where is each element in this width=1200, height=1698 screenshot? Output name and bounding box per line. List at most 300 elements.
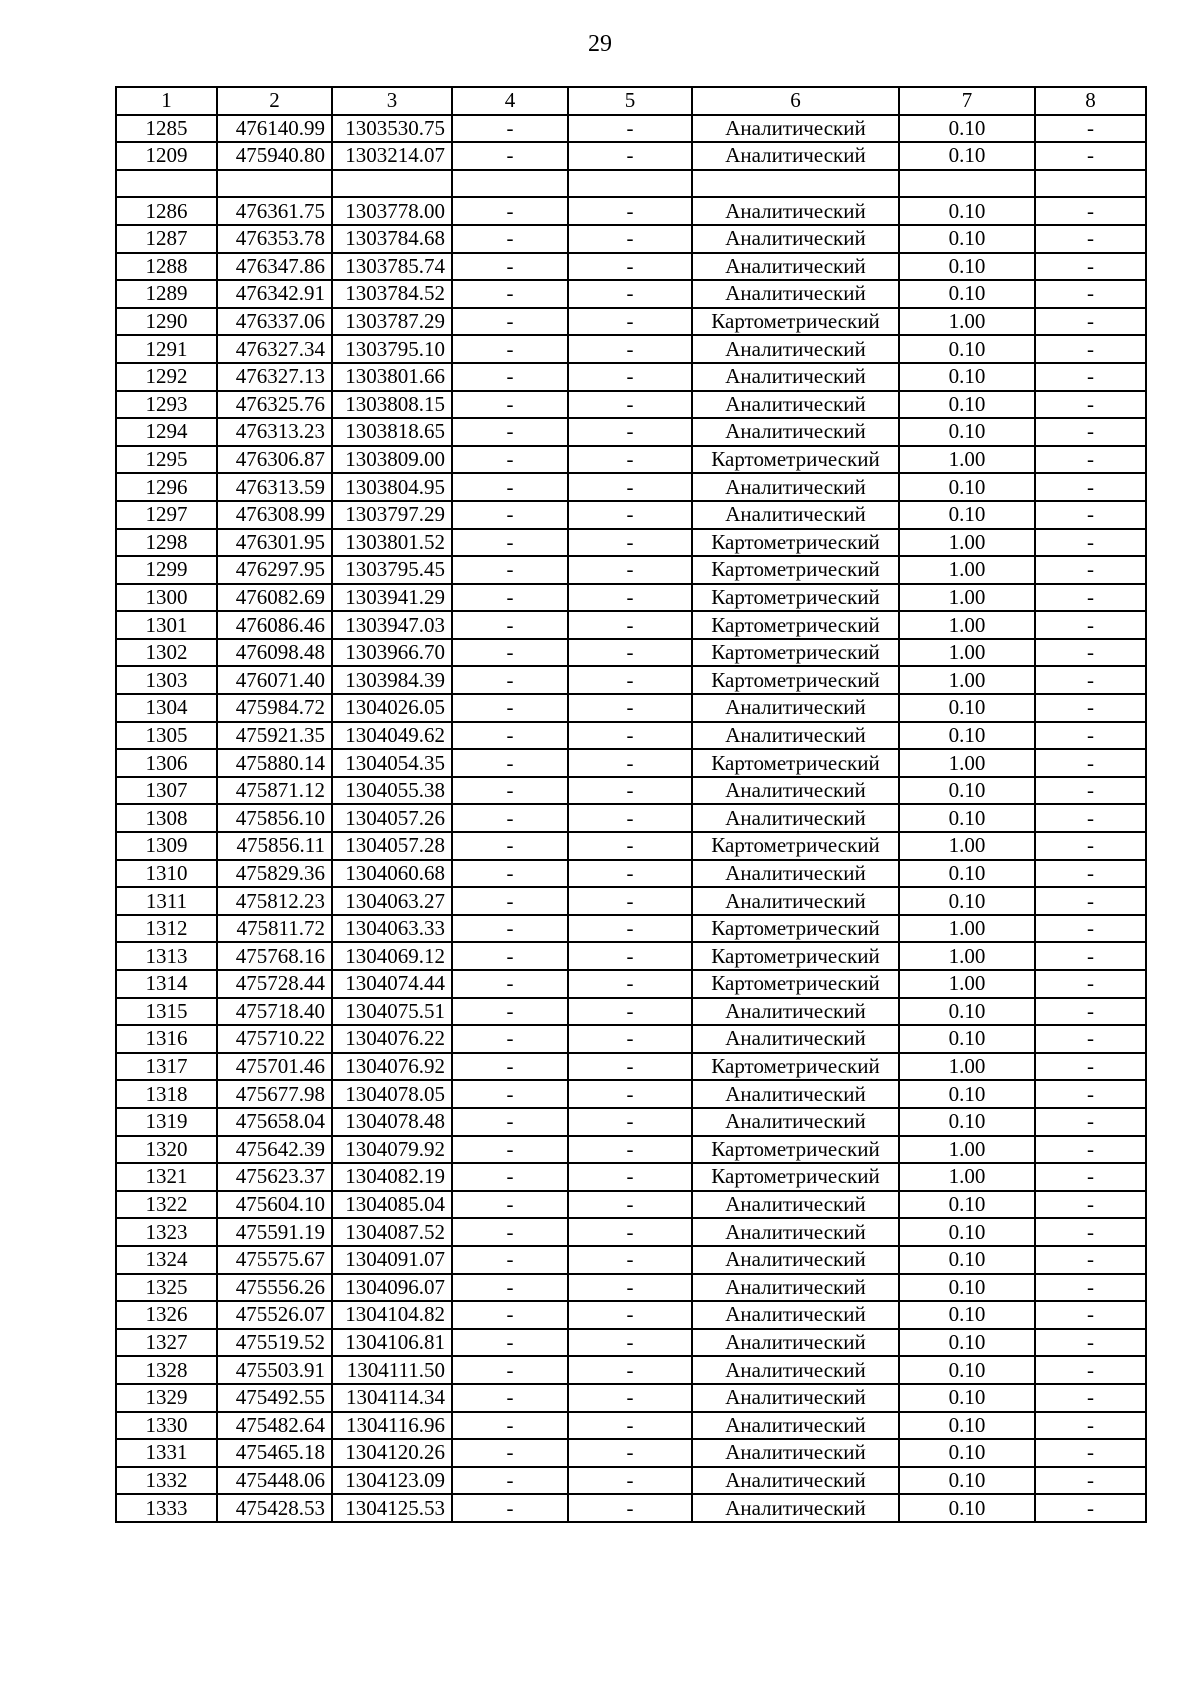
cell-y-coordinate: 1303808.15 <box>332 391 452 419</box>
cell-method <box>692 170 899 198</box>
cell-col-8: - <box>1035 887 1146 915</box>
cell-point-number: 1296 <box>116 473 217 501</box>
table-row <box>116 142 1146 170</box>
cell-col-5: - <box>568 1025 692 1053</box>
table-row <box>116 446 1146 474</box>
cell-accuracy: 0.10 <box>899 1329 1035 1357</box>
cell-accuracy: 0.10 <box>899 1467 1035 1495</box>
cell-y-coordinate: 1304085.04 <box>332 1191 452 1219</box>
cell-col-5: - <box>568 253 692 281</box>
cell-y-coordinate: 1304106.81 <box>332 1329 452 1357</box>
cell-y-coordinate: 1304055.38 <box>332 777 452 805</box>
table-row <box>116 1080 1146 1108</box>
cell-method: Аналитический <box>692 197 899 225</box>
cell-point-number: 1328 <box>116 1356 217 1384</box>
cell-point-number: 1323 <box>116 1218 217 1246</box>
table-row <box>116 832 1146 860</box>
cell-col-4: - <box>452 584 568 612</box>
coordinates-table <box>115 86 1147 1523</box>
cell-col-4: - <box>452 1329 568 1357</box>
cell-col-4: - <box>452 942 568 970</box>
cell-point-number: 1289 <box>116 280 217 308</box>
cell-accuracy: 0.10 <box>899 694 1035 722</box>
column-header-3: 3 <box>332 87 452 115</box>
cell-point-number: 1294 <box>116 418 217 446</box>
cell-point-number: 1314 <box>116 970 217 998</box>
cell-accuracy: 1.00 <box>899 529 1035 557</box>
cell-point-number: 1325 <box>116 1274 217 1302</box>
cell-col-4: - <box>452 529 568 557</box>
table-row <box>116 639 1146 667</box>
table-row <box>116 418 1146 446</box>
cell-y-coordinate: 1304026.05 <box>332 694 452 722</box>
table-row <box>116 942 1146 970</box>
cell-col-8: - <box>1035 418 1146 446</box>
cell-x-coordinate: 475940.80 <box>217 142 332 170</box>
cell-accuracy: 0.10 <box>899 418 1035 446</box>
cell-col-8: - <box>1035 391 1146 419</box>
table-row <box>116 1108 1146 1136</box>
table-row <box>116 1384 1146 1412</box>
cell-point-number: 1302 <box>116 639 217 667</box>
cell-col-5: - <box>568 418 692 446</box>
cell-col-8: - <box>1035 584 1146 612</box>
cell-accuracy: 0.10 <box>899 1412 1035 1440</box>
cell-y-coordinate: 1304063.33 <box>332 915 452 943</box>
cell-y-coordinate: 1304057.26 <box>332 804 452 832</box>
cell-col-8: - <box>1035 1163 1146 1191</box>
cell-accuracy: 0.10 <box>899 860 1035 888</box>
cell-col-8: - <box>1035 1439 1146 1467</box>
table-row <box>116 529 1146 557</box>
cell-y-coordinate: 1304104.82 <box>332 1301 452 1329</box>
table-row <box>116 611 1146 639</box>
cell-method: Аналитический <box>692 1356 899 1384</box>
cell-y-coordinate: 1304120.26 <box>332 1439 452 1467</box>
cell-accuracy: 0.10 <box>899 1494 1035 1522</box>
cell-accuracy: 0.10 <box>899 998 1035 1026</box>
column-header-2: 2 <box>217 87 332 115</box>
table-row <box>116 556 1146 584</box>
cell-point-number: 1304 <box>116 694 217 722</box>
cell-x-coordinate: 476297.95 <box>217 556 332 584</box>
cell-method: Аналитический <box>692 1412 899 1440</box>
cell-point-number: 1306 <box>116 749 217 777</box>
cell-method: Картометрический <box>692 308 899 336</box>
cell-x-coordinate: 476086.46 <box>217 611 332 639</box>
cell-y-coordinate: 1303530.75 <box>332 115 452 143</box>
cell-method: Аналитический <box>692 1191 899 1219</box>
table-row <box>116 115 1146 143</box>
cell-col-5: - <box>568 639 692 667</box>
cell-col-4: - <box>452 1274 568 1302</box>
cell-accuracy: 0.10 <box>899 1301 1035 1329</box>
cell-col-4: - <box>452 887 568 915</box>
cell-point-number: 1297 <box>116 501 217 529</box>
cell-accuracy: 0.10 <box>899 722 1035 750</box>
cell-x-coordinate: 475856.10 <box>217 804 332 832</box>
table-row <box>116 1025 1146 1053</box>
cell-x-coordinate: 476308.99 <box>217 501 332 529</box>
cell-col-8: - <box>1035 446 1146 474</box>
cell-col-5: - <box>568 584 692 612</box>
cell-method: Картометрический <box>692 446 899 474</box>
cell-y-coordinate: 1304096.07 <box>332 1274 452 1302</box>
cell-col-4: - <box>452 915 568 943</box>
cell-col-4: - <box>452 1163 568 1191</box>
table-row <box>116 1191 1146 1219</box>
table-row <box>116 280 1146 308</box>
cell-accuracy: 1.00 <box>899 749 1035 777</box>
cell-point-number: 1307 <box>116 777 217 805</box>
cell-y-coordinate: 1304116.96 <box>332 1412 452 1440</box>
cell-method: Аналитический <box>692 722 899 750</box>
cell-method: Аналитический <box>692 860 899 888</box>
cell-point-number: 1326 <box>116 1301 217 1329</box>
cell-col-5: - <box>568 1108 692 1136</box>
table-row <box>116 473 1146 501</box>
cell-y-coordinate: 1303214.07 <box>332 142 452 170</box>
cell-x-coordinate: 475556.26 <box>217 1274 332 1302</box>
cell-y-coordinate: 1304069.12 <box>332 942 452 970</box>
cell-accuracy <box>899 170 1035 198</box>
cell-method: Картометрический <box>692 611 899 639</box>
cell-x-coordinate: 475728.44 <box>217 970 332 998</box>
cell-accuracy: 0.10 <box>899 804 1035 832</box>
cell-col-5: - <box>568 308 692 336</box>
cell-accuracy: 1.00 <box>899 942 1035 970</box>
cell-method: Аналитический <box>692 142 899 170</box>
column-header-6: 6 <box>692 87 899 115</box>
cell-y-coordinate: 1304082.19 <box>332 1163 452 1191</box>
table-row <box>116 722 1146 750</box>
cell-col-4: - <box>452 1025 568 1053</box>
cell-point-number: 1322 <box>116 1191 217 1219</box>
cell-accuracy: 1.00 <box>899 915 1035 943</box>
cell-col-8: - <box>1035 1191 1146 1219</box>
cell-point-number: 1329 <box>116 1384 217 1412</box>
cell-col-4: - <box>452 722 568 750</box>
cell-y-coordinate: 1303785.74 <box>332 253 452 281</box>
cell-accuracy: 0.10 <box>899 280 1035 308</box>
cell-point-number: 1319 <box>116 1108 217 1136</box>
cell-accuracy: 0.10 <box>899 197 1035 225</box>
cell-point-number: 1209 <box>116 142 217 170</box>
cell-y-coordinate: 1303795.10 <box>332 335 452 363</box>
cell-x-coordinate: 476140.99 <box>217 115 332 143</box>
cell-col-5: - <box>568 777 692 805</box>
cell-col-4: - <box>452 998 568 1026</box>
cell-col-5: - <box>568 1494 692 1522</box>
cell-y-coordinate: 1304074.44 <box>332 970 452 998</box>
table-row <box>116 308 1146 336</box>
cell-method: Аналитический <box>692 391 899 419</box>
cell-x-coordinate: 476342.91 <box>217 280 332 308</box>
cell-method: Аналитический <box>692 501 899 529</box>
cell-col-5: - <box>568 666 692 694</box>
cell-col-8: - <box>1035 1301 1146 1329</box>
cell-col-4: - <box>452 777 568 805</box>
cell-accuracy: 1.00 <box>899 639 1035 667</box>
cell-col-5: - <box>568 1053 692 1081</box>
cell-method: Аналитический <box>692 1467 899 1495</box>
cell-method: Аналитический <box>692 1274 899 1302</box>
cell-y-coordinate: 1304091.07 <box>332 1246 452 1274</box>
table-row <box>116 584 1146 612</box>
cell-col-5: - <box>568 142 692 170</box>
cell-col-5: - <box>568 1301 692 1329</box>
cell-col-8: - <box>1035 832 1146 860</box>
cell-x-coordinate: 475871.12 <box>217 777 332 805</box>
cell-accuracy: 0.10 <box>899 1080 1035 1108</box>
table-row <box>116 1163 1146 1191</box>
cell-point-number: 1333 <box>116 1494 217 1522</box>
table-row <box>116 970 1146 998</box>
table-row <box>116 335 1146 363</box>
cell-point-number: 1298 <box>116 529 217 557</box>
cell-method: Картометрический <box>692 832 899 860</box>
cell-col-8: - <box>1035 860 1146 888</box>
cell-col-5: - <box>568 280 692 308</box>
cell-method: Аналитический <box>692 335 899 363</box>
cell-col-4: - <box>452 1218 568 1246</box>
cell-col-4: - <box>452 1301 568 1329</box>
cell-point-number: 1311 <box>116 887 217 915</box>
cell-point-number: 1295 <box>116 446 217 474</box>
cell-col-4: - <box>452 115 568 143</box>
cell-accuracy: 0.10 <box>899 391 1035 419</box>
cell-method: Аналитический <box>692 777 899 805</box>
cell-x-coordinate: 476098.48 <box>217 639 332 667</box>
cell-col-5: - <box>568 1439 692 1467</box>
cell-col-8: - <box>1035 1136 1146 1164</box>
cell-x-coordinate: 475677.98 <box>217 1080 332 1108</box>
cell-method: Аналитический <box>692 694 899 722</box>
cell-x-coordinate: 475718.40 <box>217 998 332 1026</box>
cell-col-5: - <box>568 722 692 750</box>
cell-col-5: - <box>568 860 692 888</box>
cell-col-8: - <box>1035 308 1146 336</box>
cell-col-4: - <box>452 666 568 694</box>
cell-col-8: - <box>1035 1080 1146 1108</box>
cell-col-5: - <box>568 1412 692 1440</box>
cell-x-coordinate: 475856.11 <box>217 832 332 860</box>
cell-col-4: - <box>452 749 568 777</box>
cell-point-number: 1316 <box>116 1025 217 1053</box>
cell-col-4: - <box>452 1356 568 1384</box>
table-row <box>116 887 1146 915</box>
cell-col-4: - <box>452 556 568 584</box>
cell-point-number: 1305 <box>116 722 217 750</box>
cell-method: Аналитический <box>692 887 899 915</box>
cell-accuracy: 1.00 <box>899 1136 1035 1164</box>
table-row <box>116 1439 1146 1467</box>
cell-col-8: - <box>1035 694 1146 722</box>
table-row <box>116 1467 1146 1495</box>
cell-accuracy: 0.10 <box>899 1356 1035 1384</box>
cell-col-8: - <box>1035 611 1146 639</box>
cell-accuracy: 1.00 <box>899 1053 1035 1081</box>
table-row <box>116 170 1146 198</box>
cell-point-number: 1330 <box>116 1412 217 1440</box>
cell-col-8: - <box>1035 915 1146 943</box>
table-row <box>116 197 1146 225</box>
cell-method: Картометрический <box>692 1053 899 1081</box>
cell-accuracy: 1.00 <box>899 970 1035 998</box>
cell-method: Аналитический <box>692 998 899 1026</box>
cell-col-8: - <box>1035 363 1146 391</box>
cell-method: Аналитический <box>692 1218 899 1246</box>
cell-col-8: - <box>1035 1053 1146 1081</box>
table-row <box>116 1053 1146 1081</box>
cell-point-number: 1303 <box>116 666 217 694</box>
cell-col-4: - <box>452 253 568 281</box>
cell-method: Аналитический <box>692 225 899 253</box>
cell-accuracy: 1.00 <box>899 832 1035 860</box>
cell-col-4: - <box>452 860 568 888</box>
cell-x-coordinate: 476082.69 <box>217 584 332 612</box>
table-row <box>116 391 1146 419</box>
cell-col-8: - <box>1035 473 1146 501</box>
cell-col-5: - <box>568 804 692 832</box>
table-row <box>116 1356 1146 1384</box>
cell-accuracy: 0.10 <box>899 1025 1035 1053</box>
cell-accuracy: 0.10 <box>899 501 1035 529</box>
cell-accuracy: 0.10 <box>899 335 1035 363</box>
cell-point-number: 1292 <box>116 363 217 391</box>
cell-col-4: - <box>452 1108 568 1136</box>
cell-y-coordinate: 1304076.22 <box>332 1025 452 1053</box>
cell-y-coordinate: 1304114.34 <box>332 1384 452 1412</box>
cell-point-number: 1309 <box>116 832 217 860</box>
cell-col-8: - <box>1035 777 1146 805</box>
cell-point-number: 1310 <box>116 860 217 888</box>
cell-method: Аналитический <box>692 473 899 501</box>
cell-accuracy: 0.10 <box>899 363 1035 391</box>
cell-x-coordinate: 475984.72 <box>217 694 332 722</box>
cell-x-coordinate: 476325.76 <box>217 391 332 419</box>
cell-y-coordinate: 1303941.29 <box>332 584 452 612</box>
cell-point-number: 1315 <box>116 998 217 1026</box>
cell-y-coordinate: 1304087.52 <box>332 1218 452 1246</box>
cell-col-4: - <box>452 1053 568 1081</box>
cell-x-coordinate: 475829.36 <box>217 860 332 888</box>
cell-method: Картометрический <box>692 749 899 777</box>
cell-x-coordinate: 475492.55 <box>217 1384 332 1412</box>
cell-method: Аналитический <box>692 1439 899 1467</box>
cell-x-coordinate: 475812.23 <box>217 887 332 915</box>
cell-col-8: - <box>1035 1384 1146 1412</box>
cell-y-coordinate: 1304060.68 <box>332 860 452 888</box>
cell-method: Картометрический <box>692 915 899 943</box>
cell-y-coordinate: 1304049.62 <box>332 722 452 750</box>
cell-x-coordinate <box>217 170 332 198</box>
table-row <box>116 915 1146 943</box>
page-number: 29 <box>588 31 612 57</box>
cell-col-8: - <box>1035 749 1146 777</box>
cell-method: Картометрический <box>692 639 899 667</box>
cell-point-number: 1331 <box>116 1439 217 1467</box>
cell-x-coordinate: 475482.64 <box>217 1412 332 1440</box>
cell-col-8: - <box>1035 280 1146 308</box>
cell-method: Картометрический <box>692 584 899 612</box>
cell-col-5: - <box>568 335 692 363</box>
cell-y-coordinate: 1303784.52 <box>332 280 452 308</box>
table-row <box>116 253 1146 281</box>
cell-col-8: - <box>1035 1274 1146 1302</box>
cell-y-coordinate: 1304076.92 <box>332 1053 452 1081</box>
table-header-row <box>116 87 1146 115</box>
cell-method: Аналитический <box>692 804 899 832</box>
cell-x-coordinate: 476327.34 <box>217 335 332 363</box>
cell-accuracy: 0.10 <box>899 1218 1035 1246</box>
cell-col-5: - <box>568 832 692 860</box>
cell-point-number: 1285 <box>116 115 217 143</box>
cell-col-8: - <box>1035 115 1146 143</box>
cell-x-coordinate: 475710.22 <box>217 1025 332 1053</box>
cell-accuracy: 0.10 <box>899 253 1035 281</box>
cell-col-8: - <box>1035 1218 1146 1246</box>
cell-col-5: - <box>568 1218 692 1246</box>
cell-method: Аналитический <box>692 1108 899 1136</box>
cell-x-coordinate: 475623.37 <box>217 1163 332 1191</box>
table-body <box>116 87 1146 1522</box>
cell-point-number: 1308 <box>116 804 217 832</box>
cell-point-number: 1321 <box>116 1163 217 1191</box>
cell-y-coordinate: 1304111.50 <box>332 1356 452 1384</box>
cell-x-coordinate: 475519.52 <box>217 1329 332 1357</box>
cell-method: Аналитический <box>692 1329 899 1357</box>
table-row <box>116 749 1146 777</box>
cell-x-coordinate: 475428.53 <box>217 1494 332 1522</box>
cell-col-4: - <box>452 1439 568 1467</box>
cell-col-4: - <box>452 280 568 308</box>
table-row <box>116 860 1146 888</box>
cell-col-4: - <box>452 804 568 832</box>
table-row <box>116 666 1146 694</box>
cell-col-8 <box>1035 170 1146 198</box>
cell-x-coordinate: 476347.86 <box>217 253 332 281</box>
cell-col-8: - <box>1035 998 1146 1026</box>
cell-accuracy: 0.10 <box>899 887 1035 915</box>
cell-col-4: - <box>452 501 568 529</box>
table-row <box>116 998 1146 1026</box>
cell-y-coordinate: 1304079.92 <box>332 1136 452 1164</box>
cell-accuracy: 0.10 <box>899 1274 1035 1302</box>
cell-x-coordinate: 475503.91 <box>217 1356 332 1384</box>
cell-col-4: - <box>452 363 568 391</box>
cell-x-coordinate: 476313.59 <box>217 473 332 501</box>
cell-x-coordinate: 476313.23 <box>217 418 332 446</box>
cell-y-coordinate: 1303966.70 <box>332 639 452 667</box>
cell-y-coordinate: 1303984.39 <box>332 666 452 694</box>
cell-accuracy: 1.00 <box>899 556 1035 584</box>
cell-method: Аналитический <box>692 1494 899 1522</box>
cell-x-coordinate: 475575.67 <box>217 1246 332 1274</box>
cell-method: Аналитический <box>692 1080 899 1108</box>
cell-y-coordinate <box>332 170 452 198</box>
cell-col-8: - <box>1035 1494 1146 1522</box>
cell-x-coordinate: 475811.72 <box>217 915 332 943</box>
cell-col-4: - <box>452 1191 568 1219</box>
table-row <box>116 363 1146 391</box>
cell-col-8: - <box>1035 1329 1146 1357</box>
cell-x-coordinate: 476353.78 <box>217 225 332 253</box>
cell-accuracy: 1.00 <box>899 446 1035 474</box>
cell-y-coordinate: 1303797.29 <box>332 501 452 529</box>
cell-x-coordinate: 476337.06 <box>217 308 332 336</box>
cell-col-4: - <box>452 142 568 170</box>
